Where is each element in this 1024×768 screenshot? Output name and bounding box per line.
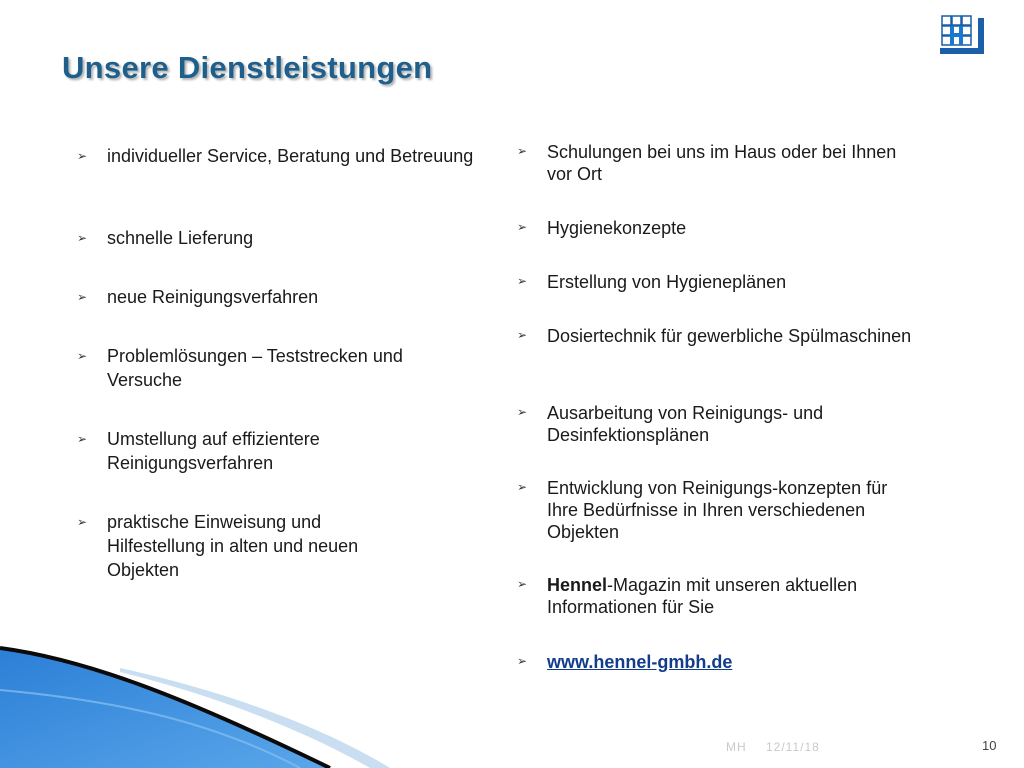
- list-item: ➢ Erstellung von Hygieneplänen: [517, 272, 787, 292]
- list-item: ➢ Dosiertechnik für gewerbliche Spülmaschinen: [517, 326, 912, 346]
- arrow-bullet-icon: ➢: [517, 577, 528, 591]
- arrow-bullet-icon: ➢: [517, 328, 528, 342]
- arrow-bullet-icon: ➢: [517, 405, 528, 419]
- list-item: ➢ Problemlösungen – Teststrecken und Versuche: [77, 346, 403, 390]
- arrow-bullet-icon: ➢: [77, 432, 88, 446]
- arrow-bullet-icon: ➢: [77, 349, 88, 363]
- arrow-bullet-icon: ➢: [77, 231, 88, 245]
- arrow-bullet-icon: ➢: [77, 290, 88, 304]
- arrow-bullet-icon: ➢: [517, 274, 528, 288]
- list-item: ➢ schnelle Lieferung: [77, 228, 254, 248]
- arrow-bullet-icon: ➢: [517, 220, 528, 234]
- list-item: ➢ Schulungen bei uns im Haus oder bei Ihnen vor Ort: [517, 142, 897, 184]
- arrow-bullet-icon: ➢: [517, 144, 528, 158]
- arrow-bullet-icon: ➢: [517, 654, 528, 668]
- list-item: ➢ neue Reinigungsverfahren: [77, 287, 319, 307]
- arrow-bullet-icon: ➢: [77, 149, 88, 163]
- list-item: ➢ praktische Einweisung und Hilfestellung in alten und neuen Objekten: [77, 512, 359, 580]
- footer-author: MH: [726, 740, 747, 754]
- list-item: ➢ Ausarbeitung von Reinigungs- und Desinfektionsplänen: [517, 403, 824, 445]
- list-item: ➢ individueller Service, Beratung und Betreuung: [77, 146, 474, 166]
- slide-title: Unsere Dienstleistungen: [62, 50, 433, 85]
- brand-name: Hennel: [547, 575, 608, 595]
- website-link[interactable]: www.hennel-gmbh.de: [547, 652, 733, 672]
- hennel-logo-icon: [936, 14, 986, 56]
- list-item: ➢ Entwicklung von Reinigungs-konzepten für Ihre Bedürfnisse in Ihren verschiedenen Objekten: [517, 478, 888, 542]
- list-item-website: [515, 651, 732, 673]
- list-item-magazine: ➢ Hennel-Magazin mit unseren aktuellen Informationen für Sie: [517, 575, 858, 617]
- arrow-bullet-icon: ➢: [77, 515, 88, 529]
- list-item: ➢ Hygienekonzepte: [517, 218, 687, 238]
- page-number: 10: [982, 738, 997, 753]
- arrow-bullet-icon: ➢: [517, 480, 528, 494]
- footer-date: 12/11/18: [766, 740, 820, 754]
- list-item: ➢ Umstellung auf effizientere Reinigungsverfahren: [77, 429, 320, 473]
